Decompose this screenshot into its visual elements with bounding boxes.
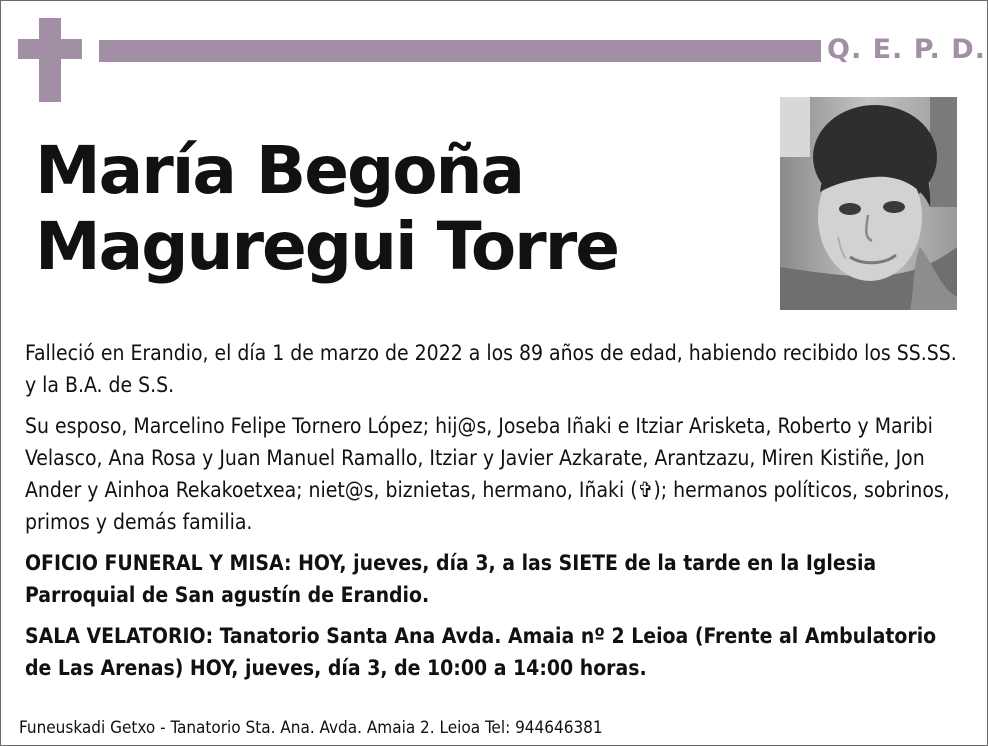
death-notice-paragraph: Falleció en Erandio, el día 1 de marzo de 2022 a los 89 años de edad, habiendo recibido los SS.SS. y la B.A. de S.S. (25, 341, 957, 397)
deceased-name-line-2: Maguregui Torre (35, 208, 619, 285)
deceased-portrait-photo (780, 97, 957, 310)
qepd-label: Q. E. P. D. (827, 34, 986, 65)
family-paragraph: Su esposo, Marcelino Felipe Tornero López; hij@s, Joseba Iñaki e Itziar Arisketa, Roberto y Maribi Velasco, Ana Rosa y Juan Manuel Ramallo, Itziar y Javier Azkarate, Arantzazu, Miren Kistiñe, Jon Ander y Ainhoa Rekakoetxea; niet@s, biznietas, hermano, Iñaki (✞); hermanos políticos, sobrinos, primos y demás familia. (25, 414, 950, 534)
header-band (99, 40, 821, 62)
cross-icon-bar (18, 39, 82, 59)
deceased-name (35, 133, 618, 285)
deceased-name-line-1: María Begoña (35, 132, 524, 209)
funeral-home-footer: Funeuskadi Getxo - Tanatorio Sta. Ana. Avda. Amaia 2. Leioa Tel: 944646381 (19, 718, 603, 738)
funeral-paragraph: OFICIO FUNERAL Y MISA: HOY, jueves, día 3, a las SIETE de la tarde en la Iglesia Parroquial de San agustín de Erandio. (25, 551, 877, 607)
notice-body (25, 337, 960, 693)
wake-paragraph: SALA VELATORIO: Tanatorio Santa Ana Avda. Amaia nº 2 Leioa (Frente al Ambulatorio de Las Arenas) HOY, jueves, día 3, de 10:00 a 14:00 horas. (25, 624, 937, 680)
cross-icon (39, 18, 61, 102)
